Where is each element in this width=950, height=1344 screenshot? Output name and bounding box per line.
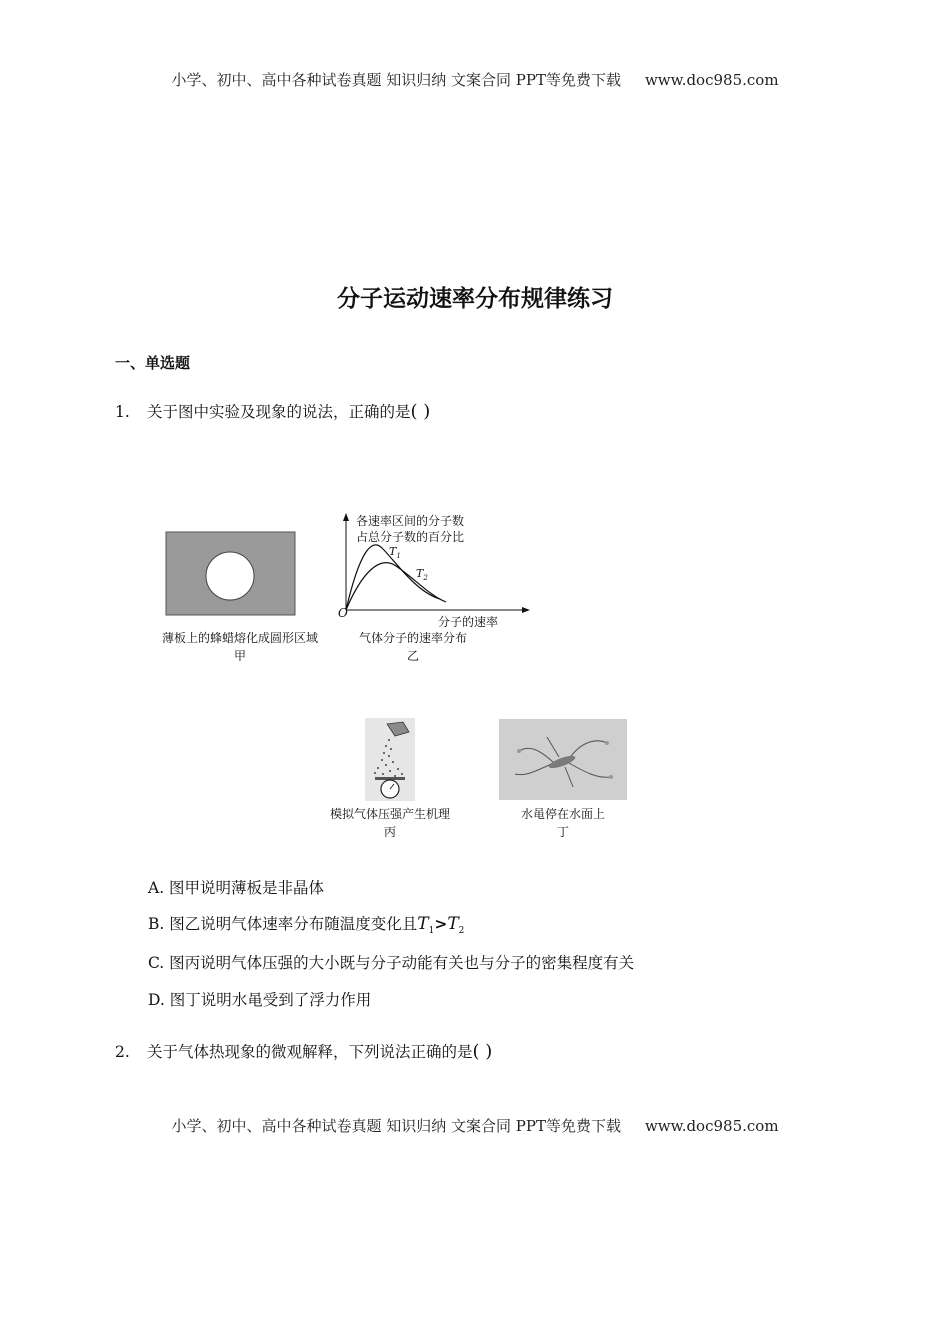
curve-t2 — [346, 563, 446, 610]
figure-ding — [499, 719, 627, 800]
yi-xlabel: 分子的速率 — [438, 615, 499, 629]
header-site[interactable]: www.doc985.com — [644, 71, 779, 89]
figure-ding-label: 丁 — [556, 825, 569, 839]
figure-jia — [165, 531, 297, 617]
figure-yi-label: 乙 — [406, 649, 419, 663]
option-b-text: B. 图乙说明气体速率分布随温度变化且 — [148, 915, 418, 933]
option-b-t2-sub: 2 — [458, 926, 465, 937]
figure-jia-label: 甲 — [233, 649, 246, 663]
header-text: 小学、初中、高中各种试卷真题 知识归纳 文案合同 PPT等免费下载 — [171, 71, 621, 89]
figure-bing-label: 丙 — [383, 825, 396, 839]
yi-ylabel-1: 各速率区间的分子数 — [356, 514, 465, 528]
question-text: 关于气体热现象的微观解释，下列说法正确的是 — [147, 1043, 473, 1061]
question-text: 关于图中实验及现象的说法，正确的是 — [147, 403, 411, 421]
question-number: 2. — [115, 1043, 130, 1061]
option-b[interactable] — [148, 912, 464, 936]
option-b-t1-sub: 1 — [428, 926, 435, 937]
section-heading: 一、单选题 — [115, 354, 191, 372]
yi-origin: O — [338, 606, 348, 620]
page-header — [0, 69, 950, 90]
yi-ylabel-2: 占总分子数的百分比 — [356, 530, 465, 544]
answer-paren: ( ) — [472, 1041, 493, 1062]
figure-yi-caption: 气体分子的速率分布 — [358, 631, 467, 645]
question-2 — [115, 1040, 492, 1062]
option-a[interactable]: A. 图甲说明薄板是非晶体 — [148, 879, 325, 897]
figure-jia-caption: 薄板上的蜂蜡熔化成圆形区域 — [161, 631, 318, 645]
question-1 — [115, 400, 430, 422]
figure-bing-caption: 模拟气体压强产生机理 — [329, 807, 450, 821]
footer-site[interactable]: www.doc985.com — [644, 1117, 779, 1135]
x-axis-arrow — [522, 607, 530, 613]
figure-ding-caption: 水黾停在水面上 — [520, 807, 605, 821]
leg-dimple-3 — [609, 775, 613, 779]
page-footer — [0, 1115, 950, 1136]
option-b-t1: T — [417, 914, 429, 934]
page-title: 分子运动速率分布规律练习 — [337, 286, 613, 312]
yi-t1-label: $T_1$ — [389, 545, 401, 561]
option-d[interactable]: D. 图丁说明水黾受到了浮力作用 — [148, 991, 372, 1009]
figure-bing — [365, 718, 415, 801]
melted-wax-circle — [206, 552, 254, 600]
answer-paren: ( ) — [410, 401, 431, 422]
footer-text: 小学、初中、高中各种试卷真题 知识归纳 文案合同 PPT等免费下载 — [171, 1117, 621, 1135]
option-b-t2: T — [447, 914, 459, 934]
leg-dimple-1 — [517, 749, 521, 753]
option-c[interactable]: C. 图丙说明气体压强的大小既与分子动能有关也与分子的密集程度有关 — [148, 954, 635, 972]
yi-t2-label: $T_2$ — [416, 567, 428, 583]
leg-dimple-2 — [605, 741, 609, 745]
question-number: 1. — [115, 403, 130, 421]
y-axis-arrow — [343, 513, 349, 521]
option-b-gt: > — [434, 915, 448, 933]
